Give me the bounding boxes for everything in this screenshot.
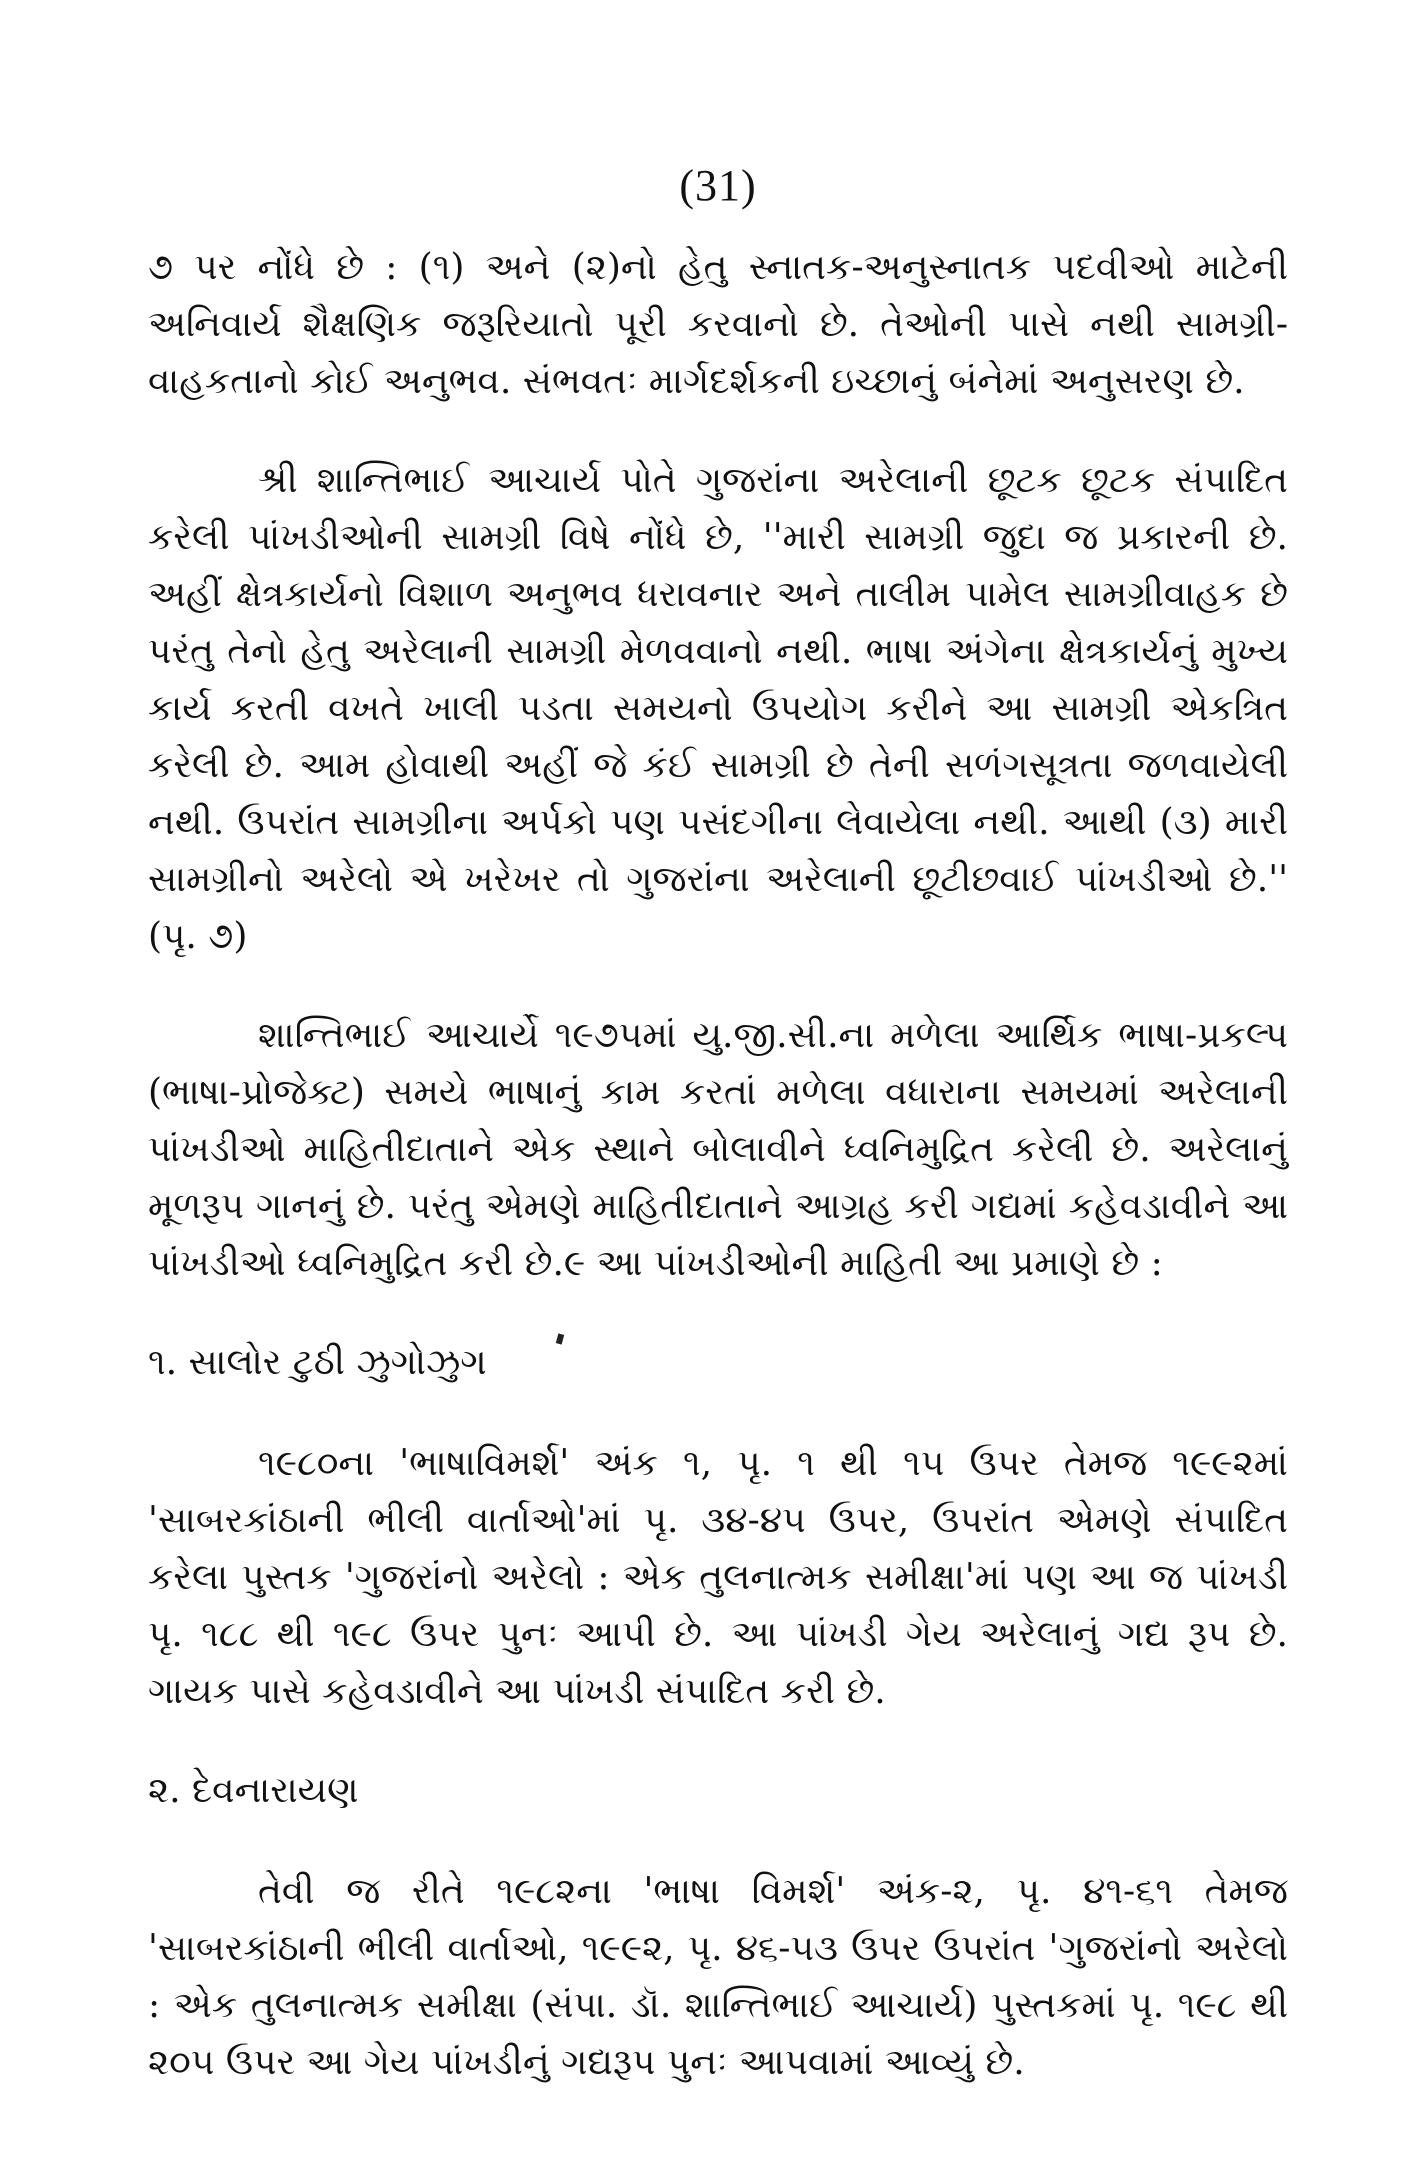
paragraph-quote-shantibhai: શ્રી શાન્તિભાઈ આચાર્ય પોતે ગુજરાંના અરેલાની છૂટક છૂટક સંપાદિત કરેલી પાંખડીઓની સામગ્રી વિષે નોંધે છે, ''મારી સામગ્રી જુદા જ પ્રકારની છે. અહીં ક્ષેત્રકાર્યનો વિશાળ અનુભવ ધરાવનાર અને તાલીમ પામેલ સામગ્રીવાહક છે પરંતુ તેનો હેતુ અરેલાની સામગ્રી મેળવવાનો નથી. ભાષા અંગેના ક્ષેત્રકાર્યનું મુખ્ય કાર્ય કરતી વખતે ખાલી પડતા સમયનો ઉપયોગ કરીને આ સામગ્રી એકત્રિત કરેલી છે. આમ હોવાથી અહીં જે કંઈ સામગ્રી છે તેની સળંગસૂત્રતા જળવાયેલી નથી. ઉપરાંત સામગ્રીના અર્પકો પણ પસંદગીના લેવાયેલા નથી. આથી (૩) મારી સામગ્રીનો અરેલો એ ખરેખર તો ગુજરાંના અરેલાની છૂટીછવાઈ પાંખડીઓ છે.'' (પૃ. ૭)	[148, 460, 1288, 957]
book-page	[148, 160, 1288, 2133]
paragraph-section-1: ૧૯૮૦ના 'ભાષાવિમર્શ' અંક ૧, પૃ. ૧ થી ૧૫ ઉપર તેમજ ૧૯૯૨માં 'સાબરકાંઠાની ભીલી વાર્તાઓ'માં પૃ. ૩૪-૪૫ ઉપર, ઉપરાંત એમણે સંપાદિત કરેલા પુસ્તક 'ગુજરાંનો અરેલો : એક તુલનાત્મક સમીક્ષા'માં પણ આ જ પાંખડી પૃ. ૧૮૮ થી ૧૯૮ ઉપર પુનઃ આપી છે. આ પાંખડી ગેય અરેલાનું ગદ્ય રૂપ છે. ગાયક પાસે કહેવડાવીને આ પાંખડી સંપાદિત કરી છે.	[148, 1443, 1288, 1712]
section-heading-1	[148, 1334, 1288, 1391]
page-number: (31)	[679, 161, 757, 210]
paragraph-recording-info: શાન્તિભાઈ આચાર્યે ૧૯૭૫માં યુ.જી.સી.ના મળેલા આર્થિક ભાષા-પ્રકલ્પ (ભાષા-પ્રોજેક્ટ) સમયે ભાષાનું કામ કરતાં મળેલા વધારાના સમયમાં અરેલાની પાંખડીઓ માહિતીદાતાને એક સ્થાને બોલાવીને ધ્વનિમુદ્રિત કરેલી છે. અરેલાનું મૂળરૂપ ગાનનું છે. પરંતુ એમણે માહિતીદાતાને આગ્રહ કરી ગદ્યમાં કહેવડાવીને આ પાંખડીઓ ધ્વનિમુદ્રિત કરી છે.૯ આ પાંખડીઓની માહિતી આ પ્રમાણે છે :	[148, 1015, 1288, 1284]
ink-speck	[555, 1333, 563, 1344]
section-heading-2: ૨. દેવનારાયણ	[148, 1770, 359, 1811]
paragraph-continued: ૭ પર નોંધે છે : (૧) અને (૨)નો હેતુ સ્નાતક-અનુસ્નાતક પદવીઓ માટેની અનિવાર્ય શૈક્ષણિક જરૂરિયાતો પૂરી કરવાનો છે. તેઓની પાસે નથી સામગ્રી-વાહકતાનો કોઈ અનુભવ. સંભવતઃ માર્ગદર્શકની ઇચ્છાનું બંનેમાં અનુસરણ છે.	[148, 247, 1288, 402]
section-heading-1-text: ૧. સાલોર ટુઠી ઝુગોઝુગ	[148, 1342, 487, 1383]
paragraph-section-2: તેવી જ રીતે ૧૯૮૨ના 'ભાષા વિમર્શ' અંક-૨, પૃ. ૪૧-૬૧ તેમજ 'સાબરકાંઠાની ભીલી વાર્તાઓ, ૧૯૯૨, પૃ. ૪૬-૫૩ ઉપર ઉપરાંત 'ગુજરાંનો અરેલો : એક તુલનાત્મક સમીક્ષા (સંપા. ડૉ. શાન્તિભાઈ આચાર્ય) પુસ્તકમાં પૃ. ૧૯૮ થી ૨૦૫ ઉપર આ ગેય પાંખડીનું ગદ્યરૂપ પુનઃ આપવામાં આવ્યું છે.	[148, 1871, 1288, 2083]
